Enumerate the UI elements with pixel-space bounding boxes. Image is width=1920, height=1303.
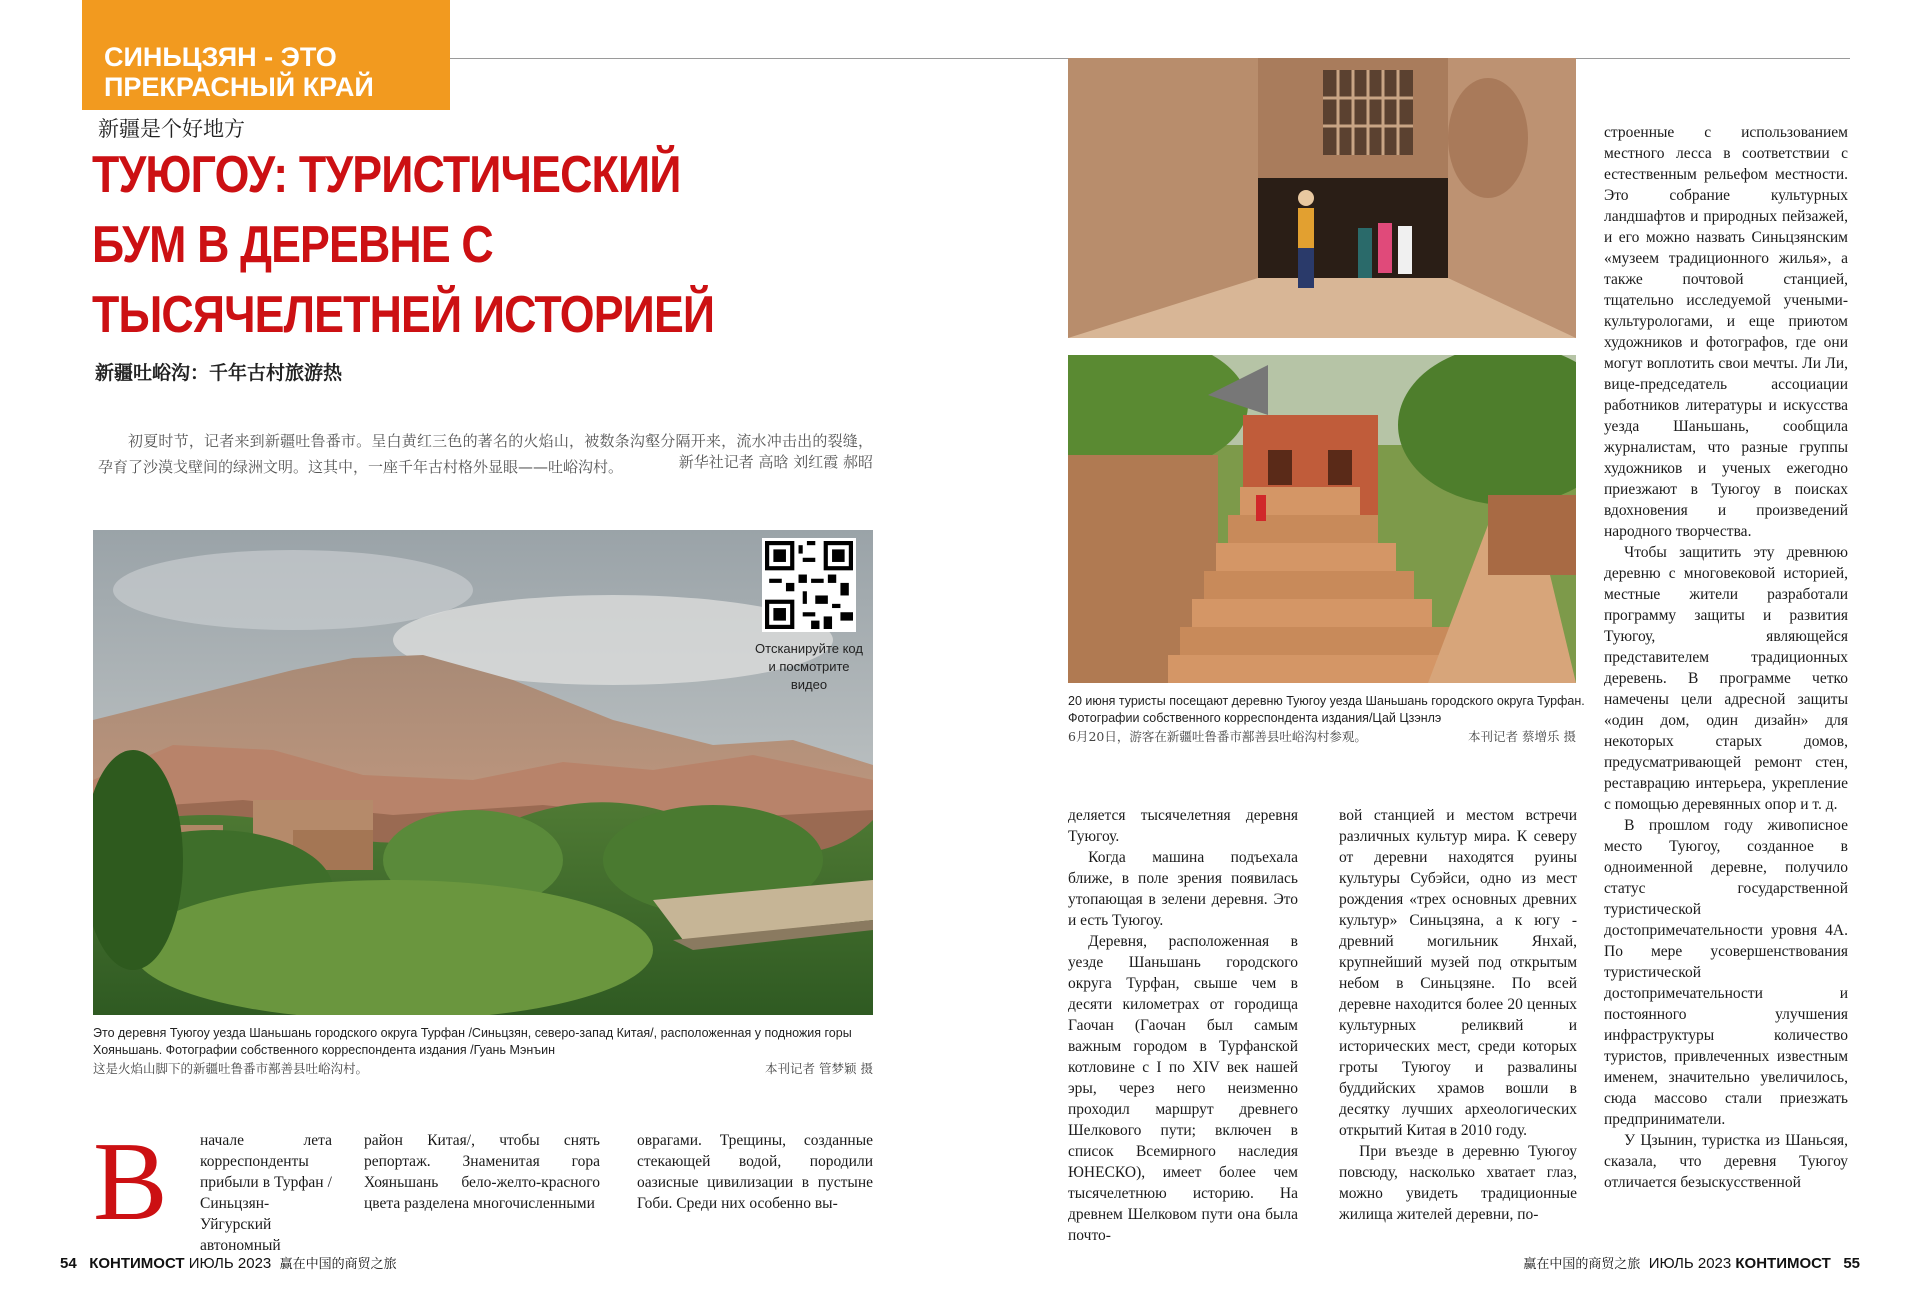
- photo1-caption: Это деревня Туюгоу уезда Шаньшань городского округа Турфан /Синьцзян, северо-запад Китая/, расположенная у подножия горы Хояньшань. Фотографии собственного корреспондента издания /Гуань Мэнъин: [93, 1026, 852, 1057]
- paragraph: вой станцией и местом встречи различных культур мира. К северу от деревни находятся руины культуры Субэйси, одно из мест рождения «трех основных древних культур» Синьцзяна, а к югу - древний могильник Янхай, крупнейший музей под открытым небом в Синьцзяне. По всей деревне находится более 20 ценных культурных реликвий и исторических мест, среди которых гроты Туюгоу и развалины буддийских храмов вошли в десятку лучших археологических открытий Китая в 2010 году.: [1339, 807, 1577, 1139]
- section-title-line2: ПРЕКРАСНЫЙ КРАЙ: [104, 72, 374, 102]
- slogan-cn-right: 赢在中国的商贸之旅: [1523, 1257, 1641, 1272]
- photo-stairway: [1068, 355, 1576, 683]
- body-column-2: [364, 1130, 600, 1214]
- body-column-5: [1339, 805, 1577, 1225]
- paragraph: Чтобы защитить эту древнюю деревню с многовековой историей, местные жители разработали программу защиты и развития Туюгоу, являющейся представителем традиционных деревень. В программе четко намечены цели адресной защиты «один дом, один дизайн» для некоторых старых домов, предусматривающей ремонт стен, реставрацию интерьера, укрепление с помощью деревянных опор и т. д.: [1604, 544, 1848, 813]
- page-number-left: 54: [60, 1255, 77, 1272]
- body-column-6: [1604, 122, 1848, 1193]
- paragraph: Когда машина подъехала ближе, в поле зрения появилась утопающая в зелени деревня. Это и есть Туюгоу.: [1068, 849, 1298, 929]
- photo3-caption: 20 июня туристы посещают деревню Туюгоу уезда Шаньшань городского округа Турфан. Фотографии собственного корреспондента издания/Цай Цзэнлэ: [1068, 694, 1585, 725]
- photo-alley-tourists: [1068, 58, 1576, 338]
- article-title: ТУЮГОУ: ТУРИСТИЧЕСКИЙ БУМ В ДЕРЕВНЕ С ТЫСЯЧЕЛЕТНЕЙ ИСТОРИЕЙ: [92, 146, 715, 344]
- lead-cn: 初夏时节，记者来到新疆吐鲁番市。呈白黄红三色的著名的火焰山，被数条沟壑分隔开来，流水冲击出的裂缝，孕育了沙漠戈壁间的绿洲文明。这其中，一座千年古村格外显眼——吐峪沟村。: [98, 432, 873, 476]
- article-title-cn: 新疆吐峪沟：千年古村旅游热: [95, 362, 343, 384]
- magazine-name-right: КОНТИМОСТ: [1735, 1255, 1831, 1272]
- photo1-caption-cn: 这是火焰山脚下的新疆吐鲁番市鄯善县吐峪沟村。: [93, 1061, 369, 1076]
- paragraph: Деревня, расположенная в уезде Шаньшань городского округа Турфан, свыше чем в десяти километрах от городища Гаочан (Гаочан был самым важным городом в Турфанской котловине с I по XIV век нашей эры, через него неизменно проходил маршрут древнего Шелкового пути; включен в список Всемирного наследия ЮНЕСКО), имеет более чем тысячелетнюю историю. На древнем Шелковом пути она была почто-: [1068, 933, 1298, 1244]
- body-column-3: [637, 1130, 873, 1214]
- photo3-credit-cn: 本刊记者 蔡增乐 摄: [1468, 729, 1576, 744]
- qr-code-icon[interactable]: [762, 538, 856, 632]
- section-band: [82, 0, 450, 110]
- magazine-name-left: КОНТИМОСТ: [89, 1255, 185, 1272]
- page-number-right: 55: [1843, 1255, 1860, 1272]
- section-title-cn: 新疆是个好地方: [98, 117, 245, 141]
- photo-village-landscape: [93, 530, 873, 1015]
- paragraph: У Цзынин, туристка из Шаньсяя, сказала, что деревня Туюгоу отличается безыскусственной: [1604, 1132, 1848, 1191]
- issue-date-left: ИЮЛЬ 2023: [188, 1255, 272, 1272]
- paragraph: При въезде в деревню Туюгоу повсюду, насколько хватает глаз, можно увидеть традиционные жилища жителей деревни, по-: [1339, 1143, 1577, 1223]
- paragraph: В прошлом году живописное место Туюгоу, созданное в одноименной деревне, получило статус государственной туристической достопримечательности уровня 4А. По мере усовершенствования туристической достопримечательности и постоянного улучшения инфраструктуры количество туристов, привлеченных известным именем, значительно увеличилось, сюда массово стали приезжать предприниматели.: [1604, 817, 1848, 1128]
- drop-cap: В: [93, 1120, 168, 1244]
- qr-caption: Отсканируйте код и посмотрите видео: [755, 641, 863, 692]
- paragraph: район Китая/, чтобы снять репортаж. Знаменитая гора Хояньшань бело-желто-красного цвета разделена многочисленными: [364, 1132, 600, 1212]
- footer-right: [1523, 1253, 1860, 1272]
- slogan-cn-left: 赢在中国的商贸之旅: [279, 1257, 397, 1272]
- paragraph: начале лета корреспонденты прибыли в Турфан /Синьцзян-Уйгурский автономный: [200, 1132, 332, 1254]
- photo3-caption-cn: 6月20日，游客在新疆吐鲁番市鄯善县吐峪沟村参观。: [1068, 729, 1367, 744]
- footer-left: [60, 1253, 397, 1272]
- body-column-1: [200, 1130, 332, 1256]
- paragraph: деляется тысячелетняя деревня Туюгоу.: [1068, 807, 1298, 845]
- paragraph: оврагами. Трещины, созданные стекающей водой, породили оазисные цивилизации в пустыне Гоби. Среди них особенно вы-: [637, 1132, 873, 1212]
- byline-cn: 新华社记者 高晗 刘红霞 郝昭: [678, 453, 873, 471]
- body-column-4: [1068, 805, 1298, 1246]
- section-title-line1: СИНЬЦЗЯН - ЭТО: [104, 42, 337, 72]
- photo1-credit-cn: 本刊记者 管梦颖 摄: [765, 1061, 873, 1076]
- paragraph: строенные с использованием местного лесса в соответствии с естественным рельефом местности. Это собрание культурных ландшафтов и природных пейзажей, и его можно назвать Синьцзянским «музеем традиционного жилья», а также почтовой станцией, тщательно исследуемой учеными-культурологами, и еще приютом художников и фотографов, где они могут воплотить свои мечты. Ли Ли, вице-председатель ассоциации работников литературы и искусства уезда Шаньшань, сообщила журналистам, что разные группы художников и ученых ежегодно приезжают в Туюгоу в поисках вдохновения и произведений народного творчества.: [1604, 124, 1848, 540]
- issue-date-right: ИЮЛЬ 2023: [1648, 1255, 1732, 1272]
